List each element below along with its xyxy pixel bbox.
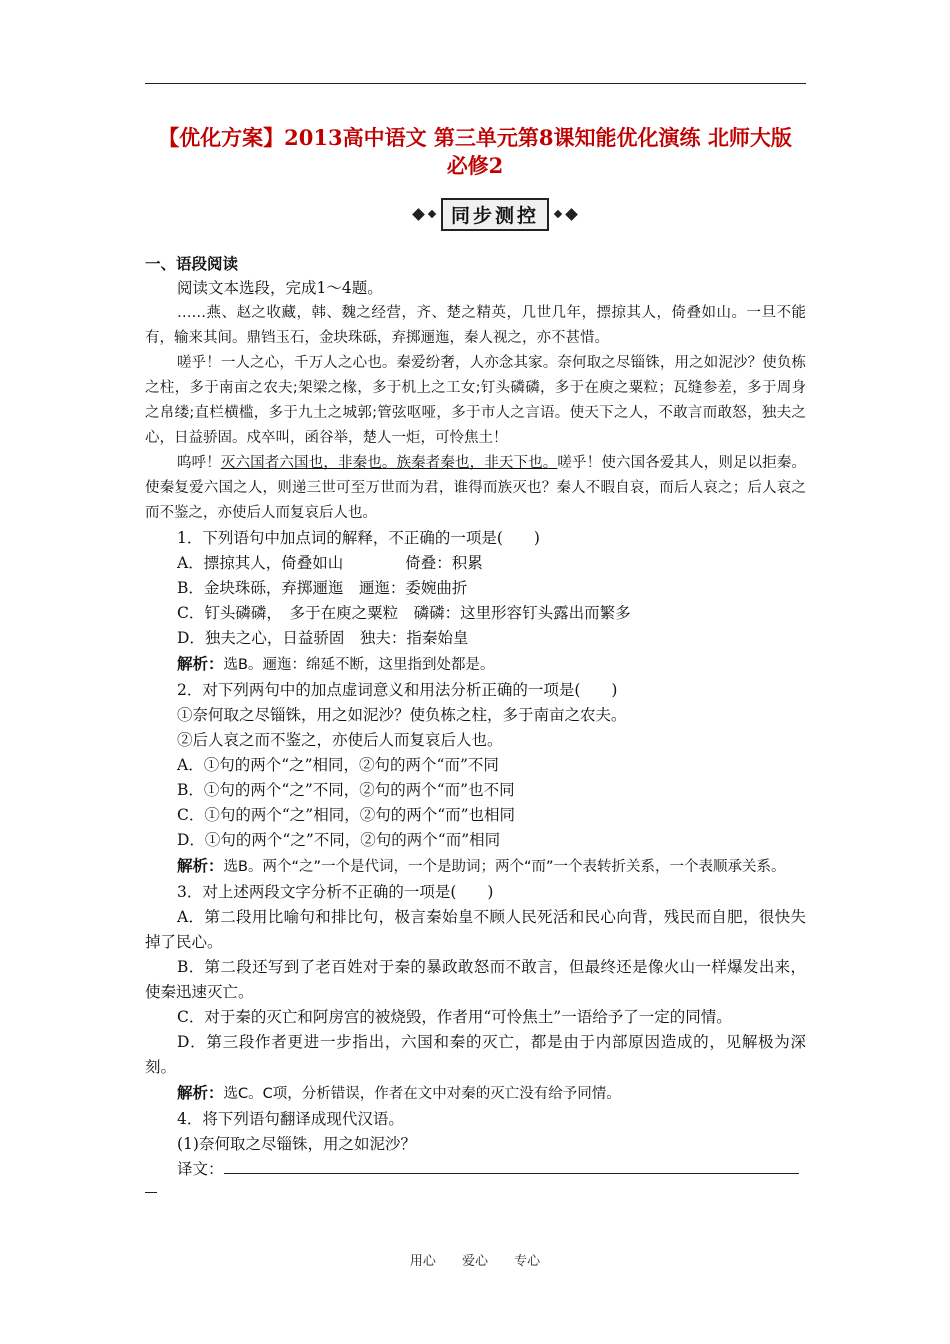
question-3-stem: 3．对上述两段文字分析不正确的一项是( ) [177, 883, 494, 901]
question-4-item-1: (1)奈何取之尽锱铢，用之如泥沙？ [177, 1135, 416, 1153]
question-3-option-c: C．对于秦的灭亡和阿房宫的被烧毁，作者用“可怜焦土”一语给予了一定的同情。 [177, 1008, 732, 1026]
passage-paragraph-3 [145, 451, 806, 526]
answer-label: 解析： [177, 1083, 224, 1102]
question-2-answer [145, 853, 806, 880]
document-title [130, 124, 820, 180]
footer-item: 爱心 [461, 1254, 488, 1269]
answer-text: 选B。两个“之”一个是代词，一个是助词；两个“而”一个表转折关系，一个表顺承关系。 [223, 859, 786, 875]
question-1-answer [145, 651, 806, 678]
answer-label: 解析： [177, 654, 224, 673]
page-footer [0, 1250, 950, 1269]
banner-label: 同步测控 [441, 198, 549, 231]
question-1-stem: 1．下列语句中加点词的解释，不正确的一项是( ) [177, 529, 540, 547]
question-2-option-a: A．①句的两个“之”相同，②句的两个“而”不同 [177, 756, 499, 774]
section-banner [395, 200, 595, 228]
question-1-option-d: D．独夫之心，日益骄固 独夫：指秦始皇 [177, 629, 469, 647]
question-3-option-a: A．第二段用比喻句和排比句，极言秦始皇不顾人民死活和民心向背，残民而自肥，很快失掉了民心。 [145, 908, 806, 951]
question-1-option-a: A．摽掠其人，倚叠如山 倚叠：积累 [177, 554, 483, 572]
question-1-option-b: B．金块珠砾，弃掷逦迤 逦迤：委婉曲折 [177, 579, 468, 597]
question-2-sentence-2: ②后人哀之而不鉴之，亦使后人而复哀后人也。 [177, 731, 503, 749]
footer-item: 专心 [514, 1254, 541, 1269]
section-heading: 一、语段阅读 [145, 254, 239, 273]
answer-text: 选B。逦迤：绵延不断，这里指到处都是。 [223, 657, 495, 673]
translation-row [145, 1157, 806, 1182]
question-3-option-d: D．第三段作者更进一步指出，六国和秦的灭亡，都是由于内部原因造成的，见解极为深刻。 [145, 1033, 806, 1076]
question-2-option-d: D．①句的两个“之”不同，②句的两个“而”相同 [177, 831, 501, 849]
title-line-2: 必修2 [446, 153, 504, 178]
answer-text: 选C。C项，分析错误，作者在文中对秦的灭亡没有给予同情。 [223, 1086, 621, 1102]
question-1-option-c: C．钉头磷磷， 多于在庾之粟粒 磷磷：这里形容钉头露出而繁多 [177, 604, 631, 622]
question-3-answer [145, 1080, 806, 1107]
question-2-option-c: C．①句的两个“之”相同，②句的两个“而”也相同 [177, 806, 516, 824]
question-2-stem: 2．对下列两句中的加点虚词意义和用法分析正确的一项是( ) [177, 681, 618, 699]
passage-paragraph-2: 嗟乎！一人之心，千万人之心也。秦爱纷奢，人亦念其家。奈何取之尽锱铢，用之如泥沙？使负栋之柱，多于南亩之农夫;架梁之椽，多于机上之工女;钉头磷磷，多于在庾之粟粒；瓦缝参差，多于周身之帛缕;直栏横槛，多于九土之城郭;管弦呕哑，多于市人之言语。使天下之人，不敢言而敢怒，独夫之心，日益骄固。戍卒叫，函谷举，楚人一炬，可怜焦土！ [145, 355, 806, 446]
diamond-icon [412, 208, 425, 221]
diamond-icon [565, 208, 578, 221]
question-3-option-b: B．第二段还写到了老百姓对于秦的暴政敢怒而不敢言，但最终还是像火山一样爆发出来，使秦迅速灭亡。 [145, 958, 806, 1001]
question-2-option-b: B．①句的两个“之”不同，②句的两个“而”也不同 [177, 781, 515, 799]
question-4-stem: 4．将下列语句翻译成现代汉语。 [177, 1110, 404, 1128]
para3-rest: 嗟乎！使六国各爱其人，则足以拒秦。使秦复爱六国之人，则递三世可至万世而为君，谁得而族灭也？秦人不暇自哀，而后人哀之；后人哀之而不鉴之，亦使后人而复哀后人也。 [145, 455, 807, 521]
document-body [145, 251, 806, 1193]
translation-answer-line[interactable] [224, 1159, 799, 1174]
footer-item: 用心 [409, 1254, 436, 1269]
header-rule [145, 83, 806, 84]
para3-lead: 呜呼！ [177, 455, 221, 471]
instruction: 阅读文本选段，完成1～4题。 [177, 279, 383, 297]
translation-label: 译文： [177, 1160, 224, 1178]
passage-paragraph-1: ……燕、赵之收藏，韩、魏之经营，齐、楚之精英，几世几年，摽掠其人，倚叠如山。一旦不能有，输来其间。鼎铛玉石，金块珠砾，弃掷逦迤，秦人视之，亦不甚惜。 [145, 305, 806, 346]
translation-answer-line-continued[interactable] [145, 1182, 157, 1193]
diamond-icon [428, 210, 436, 218]
diamond-icon [554, 210, 562, 218]
underlined-sentence: 灭六国者六国也，非秦也。族秦者秦也，非天下也。 [220, 455, 558, 471]
answer-label: 解析： [177, 856, 224, 875]
question-2-sentence-1: ①奈何取之尽锱铢，用之如泥沙？使负栋之柱，多于南亩之农夫。 [177, 706, 627, 724]
title-line-1: 【优化方案】2013高中语文 第三单元第8课知能优化演练 北师大版 [158, 125, 792, 150]
